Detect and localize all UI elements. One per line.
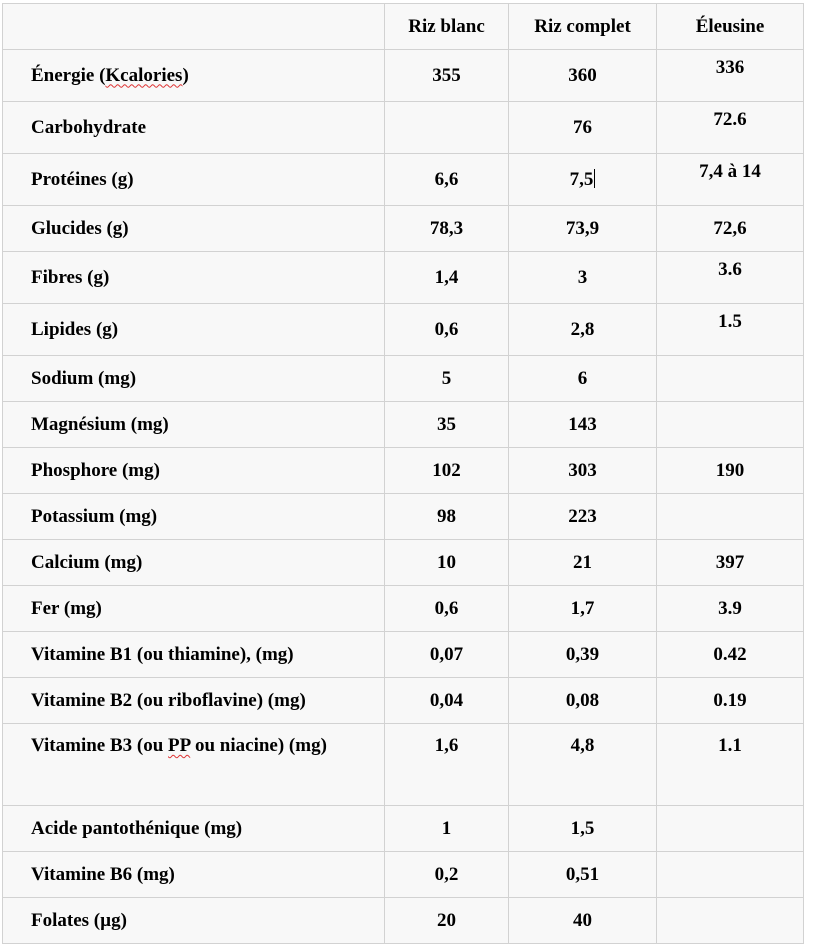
nutrient-label-cell[interactable]: Folates (µg) [3, 898, 385, 944]
nutrient-label-cell[interactable]: Sodium (mg) [3, 356, 385, 402]
spellcheck-flagged-word: PP [168, 735, 191, 756]
riz-blanc-cell[interactable]: 20 [385, 898, 509, 944]
nutrient-label-cell[interactable]: Carbohydrate [3, 102, 385, 154]
riz-complet-cell[interactable]: 303 [509, 448, 657, 494]
table-row [3, 356, 804, 402]
table-row [3, 852, 804, 898]
table-row [3, 102, 804, 154]
nutrient-label-cell[interactable]: Glucides (g) [3, 206, 385, 252]
table-row [3, 632, 804, 678]
table-row [3, 898, 804, 944]
nutrient-label-cell[interactable]: Énergie (Kcalories) [3, 50, 385, 102]
table-row [3, 678, 804, 724]
riz-blanc-cell[interactable]: 35 [385, 402, 509, 448]
nutrition-table [2, 3, 804, 944]
table-row [3, 50, 804, 102]
table-row [3, 806, 804, 852]
eleusine-cell[interactable] [657, 494, 804, 540]
eleusine-cell[interactable]: 397 [657, 540, 804, 586]
riz-complet-cell[interactable]: 7,5 [509, 154, 657, 206]
nutrient-label-cell[interactable]: Magnésium (mg) [3, 402, 385, 448]
riz-blanc-cell[interactable]: 0,07 [385, 632, 509, 678]
header-row [3, 4, 804, 50]
nutrient-label-cell[interactable]: Vitamine B1 (ou thiamine), (mg) [3, 632, 385, 678]
riz-blanc-cell[interactable]: 78,3 [385, 206, 509, 252]
riz-complet-cell[interactable]: 2,8 [509, 304, 657, 356]
riz-complet-cell[interactable]: 21 [509, 540, 657, 586]
nutrient-label-cell[interactable]: Phosphore (mg) [3, 448, 385, 494]
nutrient-label-cell[interactable]: Calcium (mg) [3, 540, 385, 586]
table-row [3, 540, 804, 586]
eleusine-cell[interactable] [657, 402, 804, 448]
table-row [3, 154, 804, 206]
riz-blanc-cell[interactable]: 98 [385, 494, 509, 540]
riz-complet-cell[interactable]: 73,9 [509, 206, 657, 252]
eleusine-cell[interactable] [657, 898, 804, 944]
eleusine-cell[interactable] [657, 356, 804, 402]
header-cell-empty[interactable] [3, 4, 385, 50]
nutrient-label-cell[interactable]: Lipides (g) [3, 304, 385, 356]
eleusine-cell[interactable]: 336 [657, 50, 804, 102]
eleusine-cell[interactable]: 0.42 [657, 632, 804, 678]
nutrient-label-cell[interactable]: Fibres (g) [3, 252, 385, 304]
nutrient-label-cell[interactable]: Vitamine B2 (ou riboflavine) (mg) [3, 678, 385, 724]
riz-complet-cell[interactable]: 1,7 [509, 586, 657, 632]
header-cell-riz-complet[interactable]: Riz complet [509, 4, 657, 50]
table-row [3, 304, 804, 356]
eleusine-cell[interactable]: 0.19 [657, 678, 804, 724]
riz-complet-cell[interactable]: 76 [509, 102, 657, 154]
riz-blanc-cell[interactable]: 0,2 [385, 852, 509, 898]
eleusine-cell[interactable]: 3.9 [657, 586, 804, 632]
table-row [3, 252, 804, 304]
table-row [3, 402, 804, 448]
riz-blanc-cell[interactable]: 0,04 [385, 678, 509, 724]
nutrient-label-cell[interactable]: Vitamine B6 (mg) [3, 852, 385, 898]
text-cursor [594, 169, 595, 188]
nutrient-label-cell[interactable]: Acide pantothénique (mg) [3, 806, 385, 852]
spellcheck-flagged-word: Kcalories [105, 64, 183, 86]
riz-blanc-cell[interactable]: 102 [385, 448, 509, 494]
riz-complet-cell[interactable]: 0,08 [509, 678, 657, 724]
table-row [3, 724, 804, 806]
nutrient-label-cell[interactable]: Protéines (g) [3, 154, 385, 206]
riz-complet-cell[interactable]: 223 [509, 494, 657, 540]
riz-complet-cell[interactable]: 0,51 [509, 852, 657, 898]
table-row [3, 494, 804, 540]
eleusine-cell[interactable]: 1.1 [657, 724, 804, 806]
eleusine-cell[interactable]: 72.6 [657, 102, 804, 154]
header-cell-riz-blanc[interactable]: Riz blanc [385, 4, 509, 50]
riz-complet-cell[interactable]: 360 [509, 50, 657, 102]
riz-blanc-cell[interactable]: 1,6 [385, 724, 509, 806]
riz-blanc-cell[interactable]: 5 [385, 356, 509, 402]
riz-complet-cell[interactable]: 143 [509, 402, 657, 448]
riz-complet-cell[interactable]: 40 [509, 898, 657, 944]
riz-blanc-cell[interactable]: 6,6 [385, 154, 509, 206]
riz-complet-cell[interactable]: 0,39 [509, 632, 657, 678]
riz-blanc-cell[interactable]: 1,4 [385, 252, 509, 304]
nutrient-label-cell[interactable]: Fer (mg) [3, 586, 385, 632]
table-row [3, 448, 804, 494]
eleusine-cell[interactable]: 7,4 à 14 [657, 154, 804, 206]
riz-complet-cell[interactable]: 3 [509, 252, 657, 304]
table-row [3, 206, 804, 252]
riz-complet-cell[interactable]: 6 [509, 356, 657, 402]
header-cell-eleusine[interactable]: Éleusine [657, 4, 804, 50]
eleusine-cell[interactable]: 72,6 [657, 206, 804, 252]
riz-complet-cell[interactable]: 4,8 [509, 724, 657, 806]
riz-blanc-cell[interactable]: 0,6 [385, 304, 509, 356]
riz-blanc-cell[interactable]: 10 [385, 540, 509, 586]
nutrient-label-cell[interactable]: Potassium (mg) [3, 494, 385, 540]
nutrition-table-body [3, 4, 804, 944]
nutrition-table-container [2, 3, 804, 944]
eleusine-cell[interactable]: 1.5 [657, 304, 804, 356]
nutrient-label-cell[interactable]: Vitamine B3 (ou PP ou niacine) (mg) [3, 724, 385, 806]
riz-blanc-cell[interactable]: 355 [385, 50, 509, 102]
table-row [3, 586, 804, 632]
eleusine-cell[interactable] [657, 852, 804, 898]
riz-blanc-cell[interactable] [385, 102, 509, 154]
riz-blanc-cell[interactable]: 0,6 [385, 586, 509, 632]
eleusine-cell[interactable] [657, 806, 804, 852]
eleusine-cell[interactable]: 3.6 [657, 252, 804, 304]
eleusine-cell[interactable]: 190 [657, 448, 804, 494]
riz-complet-cell[interactable]: 1,5 [509, 806, 657, 852]
riz-blanc-cell[interactable]: 1 [385, 806, 509, 852]
